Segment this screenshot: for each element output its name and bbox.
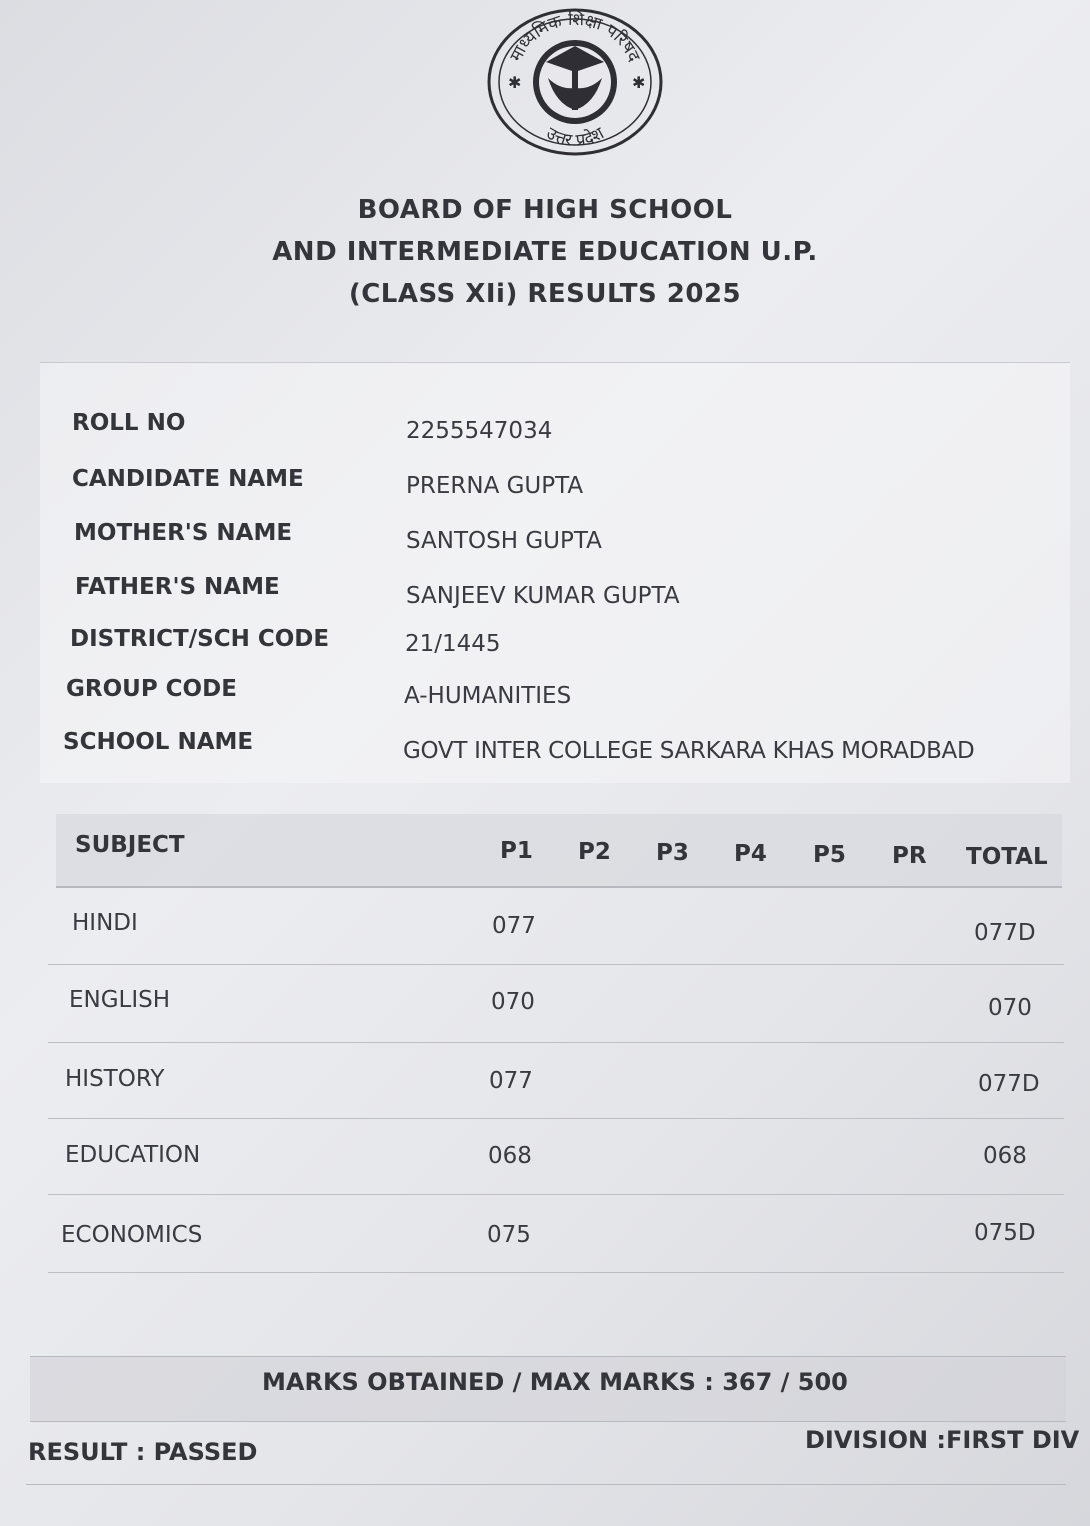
- row-total: 077D: [978, 1071, 1040, 1097]
- col-p1: P1: [500, 838, 533, 864]
- table-row: [48, 1118, 1064, 1195]
- candidate-name-label: CANDIDATE NAME: [72, 466, 304, 492]
- seal-bottom-text: उत्तर प्रदेश: [542, 123, 608, 152]
- table-row: [48, 888, 1064, 965]
- row-p1: 068: [488, 1143, 532, 1169]
- table-row: [48, 1042, 1064, 1119]
- svg-text:✱: ✱: [508, 73, 522, 92]
- row-p1: 070: [491, 989, 535, 1015]
- col-total: TOTAL: [966, 844, 1048, 870]
- row-total: 070: [988, 995, 1032, 1021]
- district-code-value: 21/1445: [405, 631, 501, 657]
- mother-name-value: SANTOSH GUPTA: [406, 528, 602, 554]
- board-seal-icon: [486, 6, 664, 158]
- group-code-value: A-HUMANITIES: [404, 683, 572, 709]
- roll-no-value: 2255547034: [406, 418, 553, 444]
- father-name-label: FATHER'S NAME: [75, 574, 280, 600]
- col-subject: SUBJECT: [75, 832, 185, 858]
- row-subject: ECONOMICS: [61, 1222, 203, 1248]
- group-code-label: GROUP CODE: [66, 676, 237, 702]
- row-p1: 075: [487, 1222, 531, 1248]
- col-pr: PR: [892, 843, 927, 869]
- father-name-value: SANJEEV KUMAR GUPTA: [406, 583, 680, 609]
- col-p2: P2: [578, 839, 611, 865]
- division-status: DIVISION :FIRST DIV: [805, 1426, 1080, 1454]
- school-name-value: GOVT INTER COLLEGE SARKARA KHAS MORADBAD: [403, 738, 975, 764]
- row-subject: HINDI: [72, 910, 138, 936]
- svg-text:उत्तर प्रदेश: [542, 123, 607, 151]
- row-subject: EDUCATION: [65, 1142, 201, 1168]
- district-code-label: DISTRICT/SCH CODE: [70, 626, 330, 652]
- col-p5: P5: [813, 842, 846, 868]
- marks-obtained: MARKS OBTAINED / MAX MARKS : 367 / 500: [262, 1368, 848, 1396]
- heading-line-1: BOARD OF HIGH SCHOOL: [357, 195, 733, 225]
- row-subject: HISTORY: [65, 1066, 165, 1092]
- school-name-label: SCHOOL NAME: [63, 729, 254, 755]
- row-p1: 077: [489, 1068, 533, 1094]
- roll-no-label: ROLL NO: [72, 410, 186, 436]
- col-p3: P3: [656, 840, 689, 866]
- candidate-name-value: PRERNA GUPTA: [406, 473, 584, 499]
- result-status: RESULT : PASSED: [28, 1438, 258, 1466]
- svg-text:✱: ✱: [632, 73, 646, 92]
- seal-top-text: माध्यमिक शिक्षा परिषद: [506, 9, 644, 65]
- heading-line-2: AND INTERMEDIATE EDUCATION U.P.: [272, 237, 818, 267]
- row-total: 068: [983, 1143, 1027, 1169]
- heading-line-3: (CLASS XIi) RESULTS 2025: [348, 279, 742, 309]
- row-total: 077D: [974, 920, 1036, 946]
- mother-name-label: MOTHER'S NAME: [74, 520, 293, 546]
- row-p1: 077: [492, 913, 536, 939]
- col-p4: P4: [734, 841, 767, 867]
- row-total: 075D: [974, 1220, 1036, 1246]
- candidate-panel: [40, 362, 1070, 783]
- row-subject: ENGLISH: [69, 987, 171, 1013]
- table-row: [48, 966, 1064, 1043]
